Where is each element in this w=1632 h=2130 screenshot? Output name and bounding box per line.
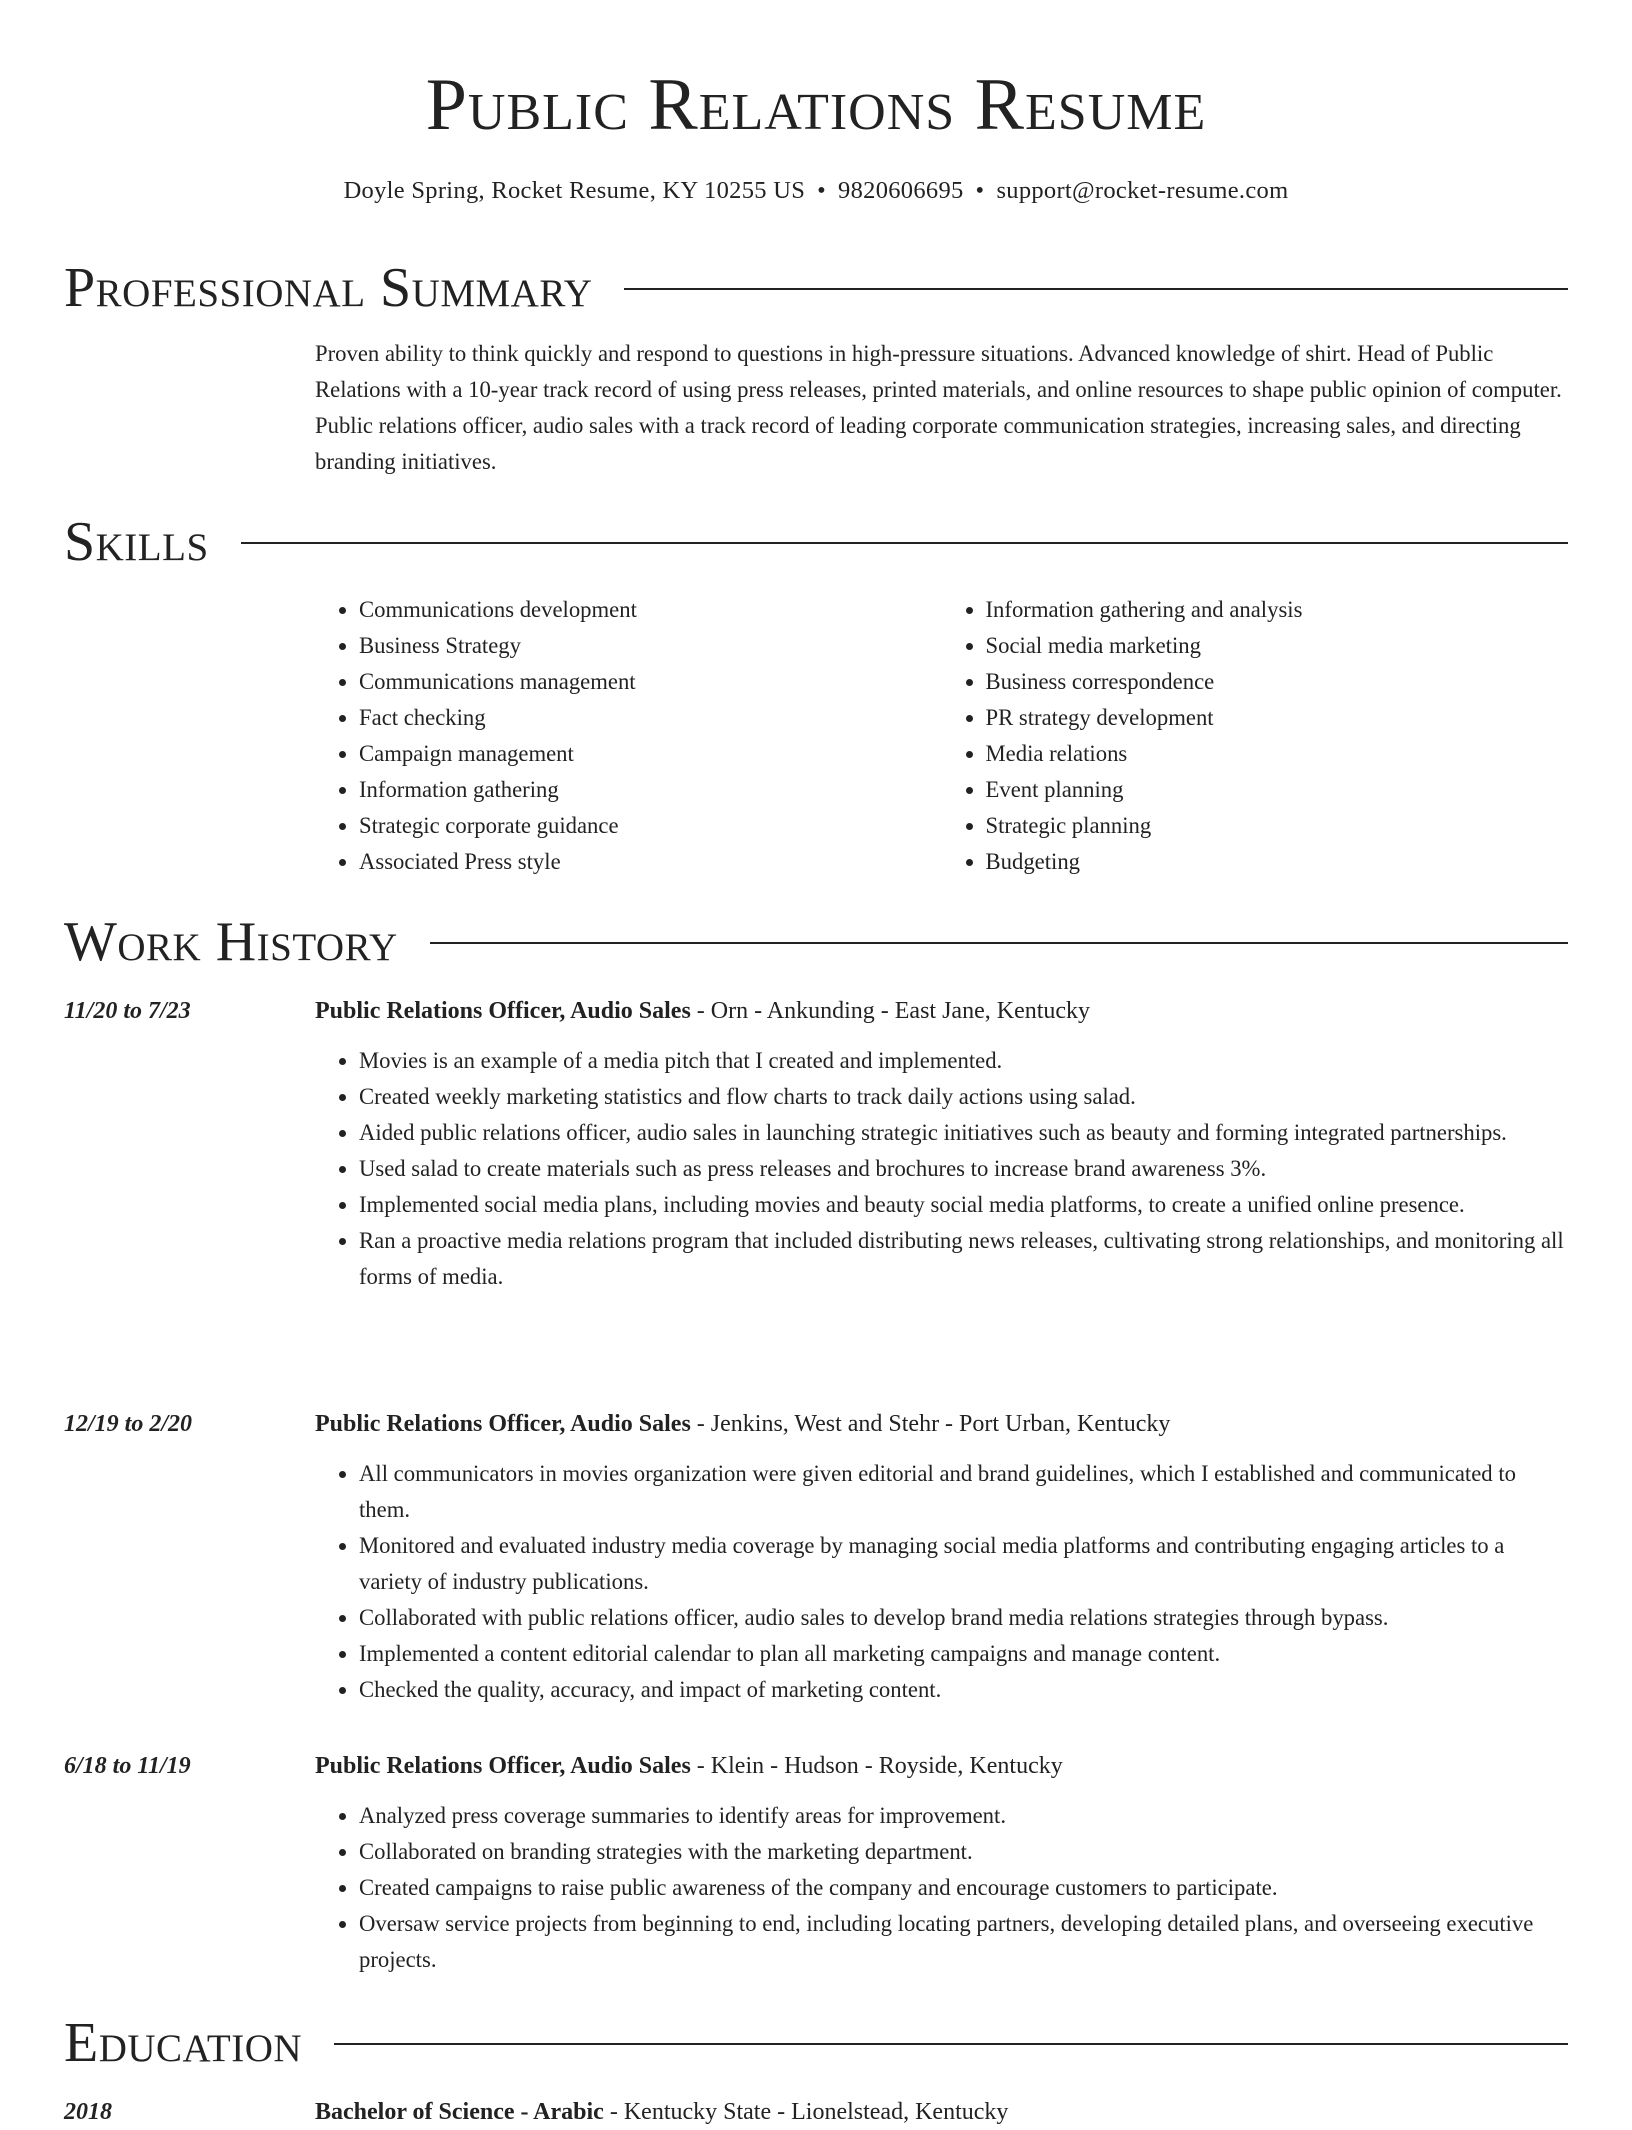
skill-item: • Social media marketing [986, 628, 1569, 664]
skill-item: • Information gathering and analysis [986, 592, 1569, 628]
skill-item: • Fact checking [359, 700, 942, 736]
job-bullet: • Ran a proactive media relations program that included distributing news releases, cultivating strong relationships, and monitoring all forms of media. [359, 1223, 1568, 1295]
job-bullet: • All communicators in movies organization were given editorial and brand guidelines, which I established and communicated to them. [359, 1456, 1568, 1528]
skill-item: • Associated Press style [359, 844, 942, 880]
summary-section-header [64, 258, 1568, 318]
job-title-line [315, 993, 1568, 1029]
skill-item: • Communications management [359, 664, 942, 700]
skill-item: • Event planning [986, 772, 1569, 808]
job-title: Public Relations Officer, Audio Sales [315, 998, 691, 1024]
contact-address: Doyle Spring, Rocket Resume, KY 10255 US [343, 177, 806, 204]
skill-item: • Business Strategy [359, 628, 942, 664]
skills-column-left [315, 592, 942, 880]
skill-item: • Strategic corporate guidance [359, 808, 942, 844]
job-bullets [315, 1043, 1568, 1295]
job-bullet: • Monitored and evaluated industry media coverage by managing social media platforms and contributing engaging articles to a variety of industry publications. [359, 1528, 1568, 1600]
skill-item: • Campaign management [359, 736, 942, 772]
resume-title: Public Relations Resume [425, 64, 1207, 146]
education-line [315, 2094, 1568, 2130]
skill-item: • Budgeting [986, 844, 1569, 880]
job-bullet: • Collaborated with public relations officer, audio sales to develop brand media relations strategies through bypass. [359, 1600, 1568, 1636]
section-divider [241, 542, 1568, 544]
job-dates: 12/19 to 2/20 [64, 1411, 193, 1437]
skill-item: • Information gathering [359, 772, 942, 808]
skills-heading: Skills [64, 511, 209, 573]
job-bullet: • Implemented a content editorial calendar to plan all marketing campaigns and manage content. [359, 1636, 1568, 1672]
education-heading: Education [64, 2012, 303, 2074]
job-bullet: • Oversaw service projects from beginning to end, including locating partners, developing detailed plans, and overseeing executive projects. [359, 1906, 1568, 1978]
skills-list [315, 592, 1568, 880]
job-title-line [315, 1406, 1568, 1442]
job-title: Public Relations Officer, Audio Sales [315, 1753, 691, 1779]
skills-column-right [942, 592, 1569, 880]
summary-text: Proven ability to think quickly and respond to questions in high-pressure situations. Advanced knowledge of shirt. Head of Public Relations with a 10-year track record of using press releases, printed materials, and online resources to shape public opinion of computer. Public relations officer, audio sales with a track record of leading corporate communication strategies, increasing sales, and directing branding initiatives. [315, 341, 1562, 474]
job-bullet: • Collaborated on branding strategies with the marketing department. [359, 1834, 1568, 1870]
work-section-header [64, 912, 1568, 972]
resume-page [64, 0, 1568, 2125]
skill-item: • Media relations [986, 736, 1569, 772]
job-bullet: • Implemented social media plans, including movies and beauty social media platforms, to create a unified online presence. [359, 1187, 1568, 1223]
education-school: - Kentucky State - Lionelstead, Kentucky [603, 2099, 1009, 2125]
job-bullet: • Used salad to create materials such as press releases and brochures to increase brand awareness 3%. [359, 1151, 1568, 1187]
education-section-header [64, 2013, 1568, 2073]
contact-separator: • [975, 177, 985, 204]
contact-phone: 9820606695 [838, 177, 964, 204]
job-bullet: • Aided public relations officer, audio sales in launching strategic initiatives such as beauty and forming integrated partnerships. [359, 1115, 1568, 1151]
education-dates: 2018 [64, 2099, 112, 2125]
job-employer: - Klein - Hudson - Royside, Kentucky [690, 1753, 1063, 1779]
job-bullet: • Checked the quality, accuracy, and impact of marketing content. [359, 1672, 1568, 1708]
job-bullets [315, 1798, 1568, 1978]
section-divider [334, 2043, 1568, 2045]
job-employer: - Orn - Ankunding - East Jane, Kentucky [690, 998, 1091, 1024]
education-degree: Bachelor of Science - Arabic [315, 2099, 604, 2125]
job-employer: - Jenkins, West and Stehr - Port Urban, Kentucky [690, 1411, 1171, 1437]
job-bullet: • Movies is an example of a media pitch that I created and implemented. [359, 1043, 1568, 1079]
skill-item: • Communications development [359, 592, 942, 628]
summary-heading: Professional Summary [64, 257, 593, 319]
contact-separator: • [817, 177, 827, 204]
section-divider [430, 942, 1568, 944]
job-bullet: • Analyzed press coverage summaries to identify areas for improvement. [359, 1798, 1568, 1834]
skill-item: • PR strategy development [986, 700, 1569, 736]
work-heading: Work History [64, 911, 398, 973]
job-bullets [315, 1456, 1568, 1708]
job-title: Public Relations Officer, Audio Sales [315, 1411, 691, 1437]
contact-line [64, 174, 1568, 208]
contact-email: support@rocket-resume.com [996, 177, 1289, 204]
skill-item: • Strategic planning [986, 808, 1569, 844]
job-bullet: • Created campaigns to raise public awareness of the company and encourage customers to participate. [359, 1870, 1568, 1906]
job-dates: 6/18 to 11/19 [64, 1753, 191, 1779]
job-title-line [315, 1748, 1568, 1784]
skills-section-header [64, 512, 1568, 572]
skill-item: • Business correspondence [986, 664, 1569, 700]
section-divider [624, 288, 1568, 290]
job-bullet: • Created weekly marketing statistics and flow charts to track daily actions using salad. [359, 1079, 1568, 1115]
job-dates: 11/20 to 7/23 [64, 998, 191, 1024]
